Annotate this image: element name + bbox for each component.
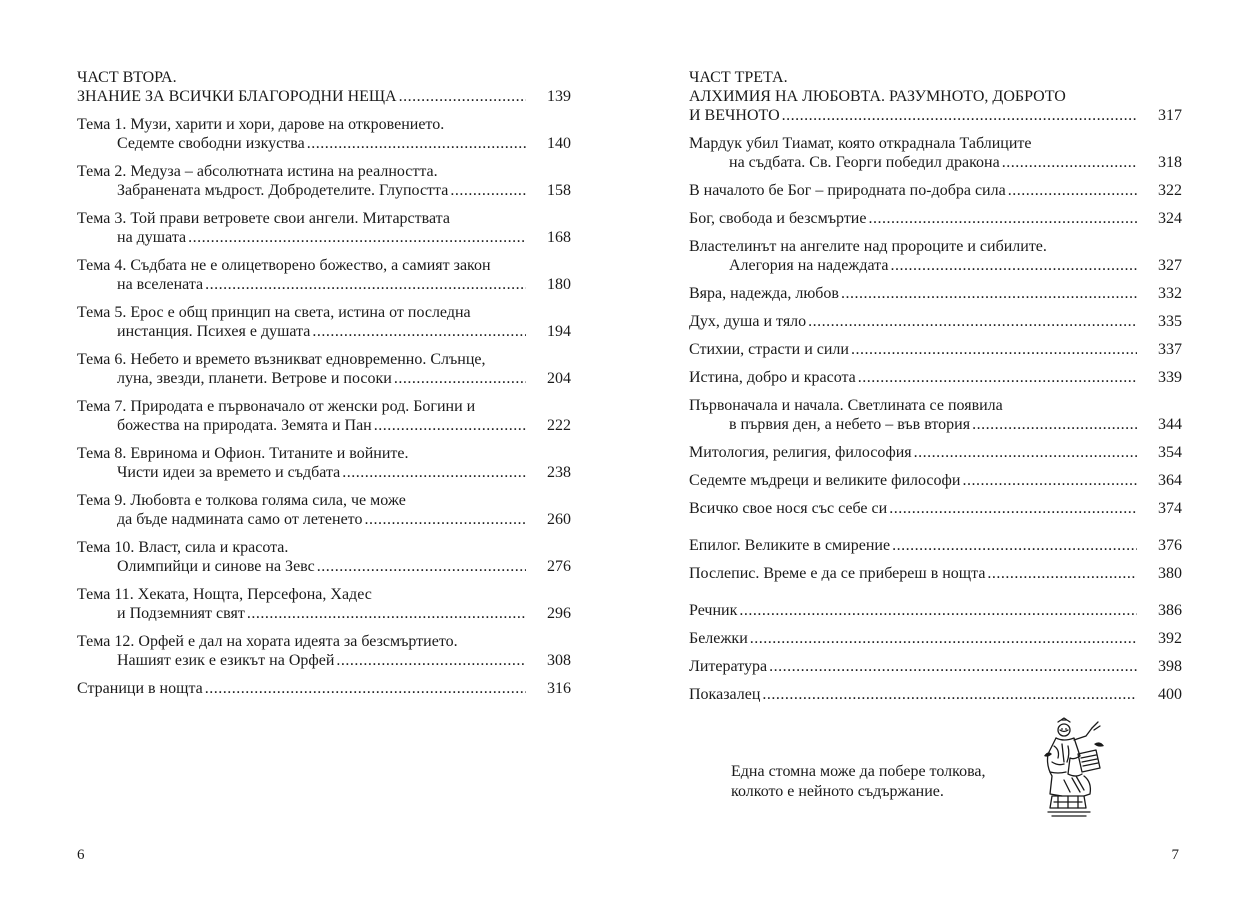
page-number: 260 [547,511,571,528]
toc-entry-part-two[interactable] [77,87,571,106]
page-number: 339 [1158,369,1182,386]
folio-right: 7 [1171,847,1179,863]
toc-entry[interactable] [689,443,1182,462]
toc-entry[interactable] [77,209,571,247]
toc-entry[interactable] [689,209,1182,228]
dot-leader [307,134,526,153]
toc-entry-title-line1: Тема 3. Той прави ветровете свои ангели. Митарствата [77,210,450,227]
toc-entry-title-line1: Първоначала и начала. Светлината се появила [689,397,1003,414]
page-number: 364 [1158,472,1182,489]
page-number: 324 [1158,210,1182,227]
toc-entry-title-line2: божества на природата. Земята и Пан [117,417,372,434]
epigraph-quote [731,762,1061,802]
page-number: 180 [547,276,571,293]
toc-entry[interactable] [77,632,571,670]
dot-leader [188,228,526,247]
toc-back-matter-group [689,601,1182,704]
toc-entry-title: Епилог. Великите в смирение [689,537,891,554]
toc-entry-title: Вяра, надежда, любов [689,285,839,302]
folio-left: 6 [77,847,85,863]
dot-leader [1008,181,1137,200]
toc-entry[interactable] [77,115,571,153]
dot-leader [450,181,526,200]
toc-entry[interactable] [77,444,571,482]
toc-entry-title-line2: Забранената мъдрост. Добродетелите. Глупостта [117,182,449,199]
toc-entries-right [689,134,1182,518]
dot-leader [892,536,1137,555]
toc-entry[interactable] [689,396,1182,434]
right-page [630,0,1260,900]
toc-entry[interactable] [689,312,1182,331]
toc-entry[interactable] [77,585,571,623]
toc-entry-title-line2: на вселената [117,276,204,293]
dot-leader [312,322,526,341]
toc-entry[interactable] [77,538,571,576]
page-number: 386 [1158,602,1182,619]
toc-entry[interactable] [689,471,1182,490]
page-number: 337 [1158,341,1182,358]
toc-entry[interactable] [689,499,1182,518]
part-three-label: ЧАСТ ТРЕТА. [689,69,788,86]
page-number: 332 [1158,285,1182,302]
dot-leader [841,284,1137,303]
toc-entry-title-line1: Тема 4. Съдбата не е олицетворено божество, а самият закон [77,257,491,274]
page-number: 139 [547,88,571,105]
toc-entry-title: Показалец [689,686,761,703]
toc-entry[interactable] [689,657,1182,676]
toc-entry[interactable] [689,629,1182,648]
page-number: 194 [547,323,571,340]
page-number: 380 [1158,565,1182,582]
toc-entry[interactable] [77,303,571,341]
toc-entry-title-line2: Олимпийци и синове на Зевс [117,558,315,575]
toc-epilogue-group [689,536,1182,583]
toc-entry-title: Бог, свобода и безсмъртие [689,210,867,227]
page-number: 374 [1158,500,1182,517]
toc-entry-title-line1: Тема 2. Медуза – абсолютната истина на реалността. [77,163,438,180]
page-number: 392 [1158,630,1182,647]
page-number: 398 [1158,658,1182,675]
toc-entry-title-line2: Чисти идеи за времето и съдбата [117,464,341,481]
toc-entry-title-line1: Тема 7. Природата е първоначало от женски род. Богини и [77,398,476,415]
toc-entry-title-line1: Тема 5. Ерос е общ принцип на света, истина от последна [77,304,471,321]
toc-entry[interactable] [689,284,1182,303]
dot-leader [394,369,526,388]
part-two-label: ЧАСТ ВТОРА. [77,69,177,86]
toc-entry-title-line1: Тема 11. Хеката, Нощта, Персефона, Хадес [77,586,372,603]
toc-entry[interactable] [77,162,571,200]
page-number: 222 [547,417,571,434]
dot-leader [890,256,1137,275]
toc-entry-title-line1: Тема 9. Любовта е толкова голяма сила, че може [77,492,406,509]
toc-entry-title: Страници в нощта [77,680,203,697]
toc-entry-part-three[interactable] [689,87,1182,125]
toc-entry-title-line1: Тема 12. Орфей е дал на хората идеята за безсмъртието. [77,633,458,650]
dot-leader [374,416,526,435]
toc-entry-title-line1: Тема 10. Власт, сила и красота. [77,539,289,556]
dot-leader [987,564,1137,583]
dot-leader [762,685,1137,704]
toc-entry-title: Дух, душа и тяло [689,313,807,330]
dot-leader [750,629,1137,648]
page-number: 276 [547,558,571,575]
toc-entry-title-line2: Седемте свободни изкуства [117,135,305,152]
toc-entry-title-line2: на душата [117,229,187,246]
dot-leader [1002,153,1137,172]
toc-entry-title-line2: Алегория на надеждата [729,257,889,274]
toc-right-column [689,68,1182,704]
page-number: 327 [1158,257,1182,274]
dot-leader [868,209,1137,228]
dot-leader [962,471,1137,490]
toc-entry-title-line2: да бъде надмината само от летенето [117,511,363,528]
page-number: 335 [1158,313,1182,330]
toc-entry-title-line2: и Подземният свят [117,605,245,622]
toc-entry[interactable] [77,679,571,698]
page-number: 344 [1158,416,1182,433]
part-three-title-line1: АЛХИМИЯ НА ЛЮБОВТА. РАЗУМНОТО, ДОБРОТО [689,88,1066,105]
page-number: 318 [1158,154,1182,171]
toc-entry-title: Седемте мъдреци и великите философи [689,472,961,489]
part-two-title: ЗНАНИЕ ЗА ВСИЧКИ БЛАГОРОДНИ НЕЩА [77,88,397,105]
dot-leader [889,499,1137,518]
dot-leader [769,657,1137,676]
page-number: 296 [547,605,571,622]
page-number: 354 [1158,444,1182,461]
toc-entry-title: В началото бе Бог – природната по-добра сила [689,182,1006,199]
quote-line1: Една стомна може да побере толкова, [731,763,986,780]
toc-entry-title-line1: Тема 1. Музи, харити и хори, дарове на откровението. [77,116,445,133]
page-number: 322 [1158,182,1182,199]
dot-leader [247,604,526,623]
page-number: 308 [547,652,571,669]
toc-entry[interactable] [689,340,1182,359]
toc-entry-title: Литература [689,658,768,675]
toc-entry[interactable] [689,536,1182,555]
toc-entry-title: Всичко свое нося със себе си [689,500,888,517]
toc-entry[interactable] [77,397,571,435]
page-number: 158 [547,182,571,199]
dot-leader [808,312,1137,331]
toc-entry-title: Митология, религия, философия [689,444,912,461]
toc-entry-title: Стихии, страсти и сили [689,341,849,358]
page-number: 317 [1158,107,1182,124]
part-three-title-line2: И ВЕЧНОТО [689,107,780,124]
toc-entry-title-line1: Властелинът на ангелите над пророците и сибилите. [689,238,1047,255]
toc-entry[interactable] [689,368,1182,387]
toc-entry[interactable] [689,685,1182,704]
toc-entry-title-line2: на съдбата. Св. Георги победил дракона [729,154,1000,171]
dot-leader [205,275,526,294]
toc-entry-title-line2: луна, звезди, планети. Ветрове и посоки [117,370,392,387]
toc-entry-title-line2: инстанция. Психея е душата [117,323,311,340]
dot-leader [972,415,1137,434]
toc-entries-left [77,115,571,698]
dot-leader [858,368,1137,387]
toc-entry[interactable] [77,491,571,529]
toc-entry-title-line2: в първия ден, а небето – във втория [729,416,971,433]
dot-leader [851,340,1137,359]
page-number: 140 [547,135,571,152]
dot-leader [342,463,526,482]
toc-entry[interactable] [689,134,1182,172]
woodcut-figure-illustration [1034,716,1114,820]
dot-leader [914,443,1137,462]
dot-leader [205,679,526,698]
toc-left-column [77,68,571,698]
page-number: 400 [1158,686,1182,703]
toc-entry[interactable] [689,237,1182,275]
toc-entry-title: Речник [689,602,738,619]
toc-entry[interactable] [77,350,571,388]
toc-entry-title-line1: Тема 8. Евринома и Офион. Титаните и войните. [77,445,409,462]
quote-line2: колкото е нейното съдържание. [731,783,944,800]
toc-entry-title: Истина, добро и красота [689,369,856,386]
page-number: 316 [547,680,571,697]
page-number: 168 [547,229,571,246]
dot-leader [336,651,526,670]
toc-entry[interactable] [689,564,1182,583]
toc-entry-title-line1: Мардук убил Тиамат, която откраднала Таблиците [689,135,1032,152]
toc-entry-title: Послепис. Време е да се прибереш в нощта [689,565,986,582]
toc-entry-title-line1: Тема 6. Небето и времето възникват едновременно. Слънце, [77,351,486,368]
page-number: 204 [547,370,571,387]
dot-leader [364,510,526,529]
toc-entry-title: Бележки [689,630,748,647]
page-number: 238 [547,464,571,481]
dot-leader [739,601,1137,620]
toc-entry[interactable] [77,256,571,294]
page-number: 376 [1158,537,1182,554]
dot-leader [317,557,526,576]
toc-entry[interactable] [689,601,1182,620]
toc-entry-title-line2: Нашият език е езикът на Орфей [117,652,335,669]
toc-entry[interactable] [689,181,1182,200]
